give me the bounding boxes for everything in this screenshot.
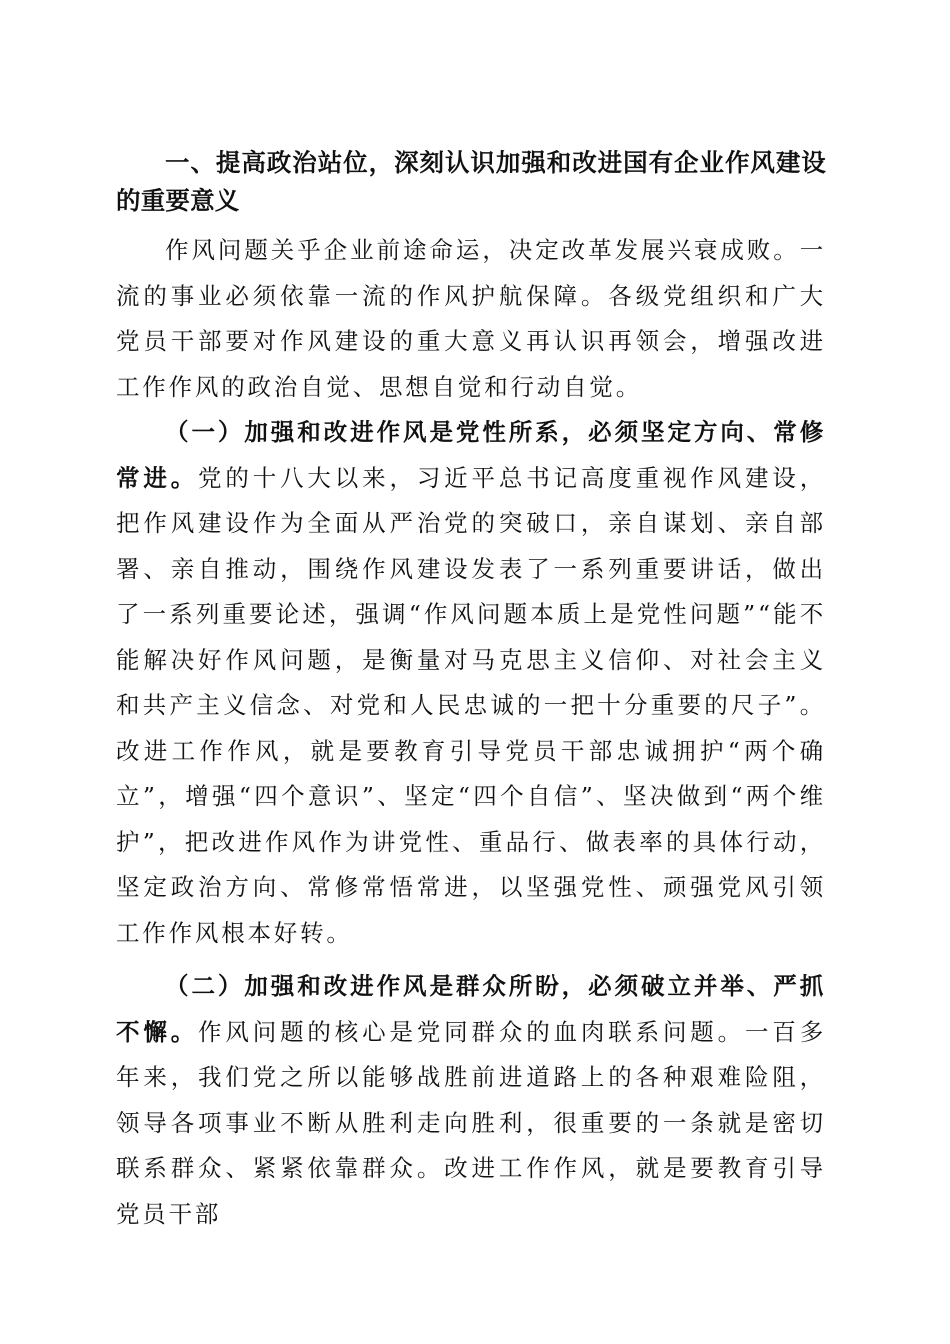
paragraph-point-1-lead: （一）加强和改进作风是党性所系，必须坚定方向、常修常进。 — [116, 418, 826, 492]
paragraph-point-2-lead: （二）加强和改进作风是群众所盼，必须破立并举、严抓不懈。 — [116, 972, 826, 1046]
paragraph-point-1 — [116, 410, 826, 956]
paragraph-point-1-text: 党的十八大以来，习近平总书记高度重视作风建设，把作风建设作为全面从严治党的突破口，亲自谋划、亲自部署、亲自推动，围绕作风建设发表了一系列重要讲话，做出了一系列重要论述，强调“作风问题本质上是党性问题”“能不能解决好作风问题，是衡量对马克思主义信仰、对社会主义和共产主义信念、对党和人民忠诚的一把十分重要的尺子”。改进工作作风，就是要教育引导党员干部忠诚拥护“两个确立”，增强“四个意识”、坚定“四个自信”、坚决做到“两个维护”，把改进作风作为讲党性、重品行、做表率的具体行动，坚定政治方向、常修常悟常进，以坚强党性、顽强党风引领工作作风根本好转。 — [116, 463, 826, 947]
document-body — [116, 144, 826, 1237]
paragraph-intro — [116, 228, 826, 410]
paragraph-point-2-text: 作风问题的核心是党同群众的血肉联系问题。一百多年来，我们党之所以能够战胜前进道路上的各种艰难险阻，领导各项事业不断从胜利走向胜利，很重要的一条就是密切联系群众、紧紧依靠群众。改进工作作风，就是要教育引导党员干部 — [116, 1017, 826, 1228]
paragraph-intro-text: 作风问题关乎企业前途命运，决定改革发展兴衰成败。一流的事业必须依靠一流的作风护航保障。各级党组织和广大党员干部要对作风建设的重大意义再认识再领会，增强改进工作作风的政治自觉、思想自觉和行动自觉。 — [116, 236, 826, 401]
paragraph-point-2 — [116, 964, 826, 1237]
section-heading: 一、提高政治站位，深刻认识加强和改进国有企业作风建设的重要意义 — [116, 148, 826, 215]
